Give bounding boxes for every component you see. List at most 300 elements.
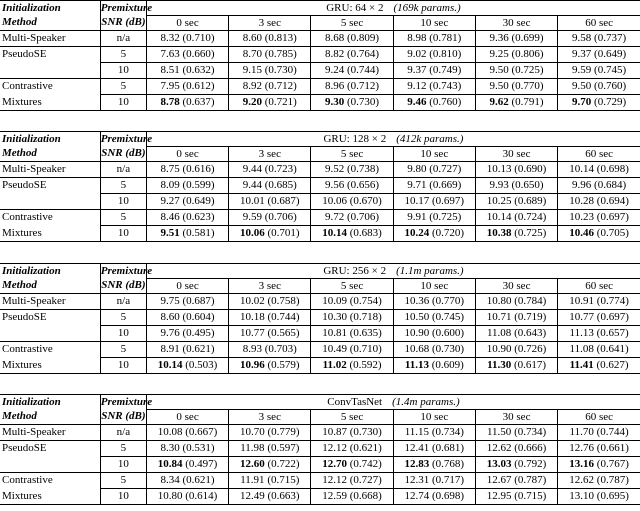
sdr-value: 8.82	[325, 48, 345, 60]
value-cell	[558, 326, 640, 342]
std-value: (0.760)	[594, 80, 627, 92]
std-value: (0.609)	[431, 359, 464, 371]
std-value: (0.809)	[347, 32, 380, 44]
std-value: (0.737)	[594, 32, 627, 44]
value-cell	[558, 95, 640, 111]
std-value: (0.687)	[182, 295, 215, 307]
value-cell	[311, 194, 393, 210]
value-cell	[558, 489, 640, 505]
value-cell	[229, 178, 311, 194]
table-row	[0, 489, 640, 505]
std-value: (0.760)	[429, 96, 462, 108]
snr-header: Premixture	[100, 1, 153, 14]
sdr-value: 9.80	[407, 163, 427, 175]
method-cell: Contrastive	[0, 210, 100, 226]
std-value: (0.581)	[182, 227, 215, 239]
value-cell	[311, 95, 393, 111]
duration-header: 30 sec	[475, 410, 557, 425]
std-value: (0.697)	[432, 195, 465, 207]
std-value: (0.641)	[596, 343, 629, 355]
duration-header: 0 sec	[146, 16, 228, 31]
table-row	[0, 326, 640, 342]
duration-header: 30 sec	[475, 279, 557, 294]
method-cell: Mixtures	[0, 358, 100, 374]
std-value: (0.600)	[432, 327, 465, 339]
method-header: Initialization	[0, 264, 100, 279]
std-value: (0.689)	[514, 195, 547, 207]
method-header: Initialization	[0, 395, 100, 410]
sdr-value: 11.13	[404, 359, 429, 371]
std-value: (0.656)	[347, 179, 380, 191]
sdr-value: 9.15	[242, 64, 263, 76]
sdr-value: 10.50	[404, 311, 430, 323]
value-cell	[146, 425, 228, 441]
model-title	[146, 132, 640, 147]
sdr-value: 11.08	[486, 327, 512, 339]
std-value: (0.758)	[267, 295, 300, 307]
std-value: (0.764)	[347, 48, 380, 60]
value-cell	[146, 326, 228, 342]
sdr-value: 12.83	[404, 458, 430, 470]
value-cell	[393, 489, 475, 505]
sdr-value: 11.98	[240, 442, 265, 454]
snr-cell: 5	[100, 178, 146, 194]
header-row	[0, 264, 640, 279]
value-cell	[229, 425, 311, 441]
std-value: (0.725)	[429, 211, 462, 223]
sdr-value: 10.14	[157, 359, 183, 371]
method-cell	[0, 326, 100, 342]
sdr-value: 10.14	[569, 163, 595, 175]
value-cell	[393, 63, 475, 79]
method-cell: Multi-Speaker	[0, 31, 100, 47]
value-cell	[558, 441, 640, 457]
value-cell	[146, 95, 228, 111]
value-cell	[311, 342, 393, 358]
snr-header: SNR (dB)	[100, 279, 146, 294]
sdr-value: 12.59	[322, 490, 348, 502]
std-value: (0.745)	[432, 311, 465, 323]
value-cell	[229, 79, 311, 95]
table-block	[0, 131, 640, 242]
sdr-value: 8.46	[160, 211, 180, 223]
std-value: (0.705)	[596, 227, 629, 239]
std-value: (0.734)	[431, 426, 464, 438]
value-cell	[229, 63, 311, 79]
std-value: (0.781)	[429, 32, 462, 44]
column-header-row	[0, 16, 640, 31]
std-value: (0.637)	[182, 96, 215, 108]
value-cell	[146, 473, 228, 489]
value-cell	[558, 358, 640, 374]
method-header: Method	[2, 410, 37, 423]
value-cell	[311, 294, 393, 310]
std-value: (0.729)	[594, 96, 627, 108]
std-value: (0.643)	[514, 327, 547, 339]
value-cell	[558, 79, 640, 95]
sdr-value: 10.14	[486, 211, 512, 223]
value-cell	[475, 358, 557, 374]
sdr-value: 10.25	[486, 195, 512, 207]
table-row	[0, 425, 640, 441]
duration-header: 3 sec	[229, 147, 311, 162]
sdr-value: 10.06	[322, 195, 348, 207]
std-value: (0.666)	[514, 442, 547, 454]
std-value: (0.730)	[347, 96, 380, 108]
duration-header: 60 sec	[558, 147, 640, 162]
sdr-value: 8.91	[160, 343, 180, 355]
value-cell	[558, 210, 640, 226]
std-value: (0.695)	[596, 490, 629, 502]
value-cell	[311, 425, 393, 441]
std-value: (0.649)	[594, 48, 627, 60]
sdr-value: 10.90	[486, 343, 512, 355]
value-cell	[146, 210, 228, 226]
duration-header: 5 sec	[311, 147, 393, 162]
value-cell	[393, 310, 475, 326]
sdr-value: 11.50	[486, 426, 512, 438]
std-value: (0.745)	[594, 64, 627, 76]
std-value: (0.727)	[349, 474, 382, 486]
std-value: (0.730)	[264, 64, 297, 76]
sdr-value: 10.01	[240, 195, 265, 207]
value-cell	[393, 210, 475, 226]
sdr-value: 10.30	[322, 311, 348, 323]
sdr-value: 9.72	[325, 211, 345, 223]
std-value: (0.810)	[429, 48, 462, 60]
std-value: (0.726)	[514, 343, 547, 355]
sdr-value: 10.13	[486, 163, 512, 175]
duration-header: 10 sec	[393, 410, 475, 425]
std-value: (0.685)	[264, 179, 297, 191]
model-params: (1.4m params.)	[392, 395, 460, 408]
table-row	[0, 441, 640, 457]
sdr-value: 10.81	[322, 327, 348, 339]
sdr-value: 10.08	[157, 426, 183, 438]
std-value: (0.787)	[514, 474, 547, 486]
sdr-value: 7.63	[160, 48, 180, 60]
table-block	[0, 0, 640, 111]
method-cell: Mixtures	[0, 489, 100, 505]
std-value: (0.787)	[596, 474, 629, 486]
std-value: (0.744)	[267, 311, 300, 323]
sdr-value: 9.58	[572, 32, 592, 44]
std-value: (0.725)	[511, 64, 544, 76]
value-cell	[311, 162, 393, 178]
std-value: (0.592)	[349, 359, 382, 371]
value-cell	[475, 79, 557, 95]
sdr-value: 10.84	[157, 458, 183, 470]
value-cell	[558, 457, 640, 473]
sdr-value: 12.12	[322, 442, 348, 454]
sdr-value: 11.70	[569, 426, 594, 438]
sdr-value: 12.12	[322, 474, 348, 486]
sdr-value: 8.96	[325, 80, 345, 92]
sdr-value: 9.02	[407, 48, 427, 60]
sdr-value: 8.60	[160, 311, 180, 323]
sdr-value: 12.70	[322, 458, 348, 470]
snr-cell: 5	[100, 79, 146, 95]
duration-header: 60 sec	[558, 16, 640, 31]
std-value: (0.706)	[347, 211, 380, 223]
std-value: (0.621)	[182, 474, 215, 486]
table-row	[0, 473, 640, 489]
value-cell	[393, 178, 475, 194]
std-value: (0.743)	[429, 80, 462, 92]
std-value: (0.503)	[185, 359, 218, 371]
std-value: (0.721)	[264, 96, 297, 108]
std-value: (0.623)	[182, 211, 215, 223]
sdr-value: 8.34	[160, 474, 180, 486]
std-value: (0.660)	[182, 48, 215, 60]
std-value: (0.670)	[349, 195, 382, 207]
table-row	[0, 226, 640, 242]
std-value: (0.725)	[514, 227, 547, 239]
column-header-row	[0, 410, 640, 425]
sdr-value: 10.46	[569, 227, 595, 239]
snr-header: SNR (dB)	[100, 147, 146, 162]
method-cell: PseudoSE	[0, 47, 100, 63]
std-value: (0.497)	[185, 458, 218, 470]
method-cell: PseudoSE	[0, 310, 100, 326]
model-name: GRU: 128 × 2	[323, 132, 387, 145]
std-value: (0.669)	[429, 179, 462, 191]
value-cell	[146, 162, 228, 178]
duration-header: 0 sec	[146, 410, 228, 425]
std-value: (0.617)	[513, 359, 547, 371]
snr-cell: 5	[100, 473, 146, 489]
sdr-value: 12.74	[404, 490, 430, 502]
sdr-value: 7.95	[160, 80, 180, 92]
model-params: (1.1m params.)	[396, 264, 464, 277]
table-row	[0, 47, 640, 63]
std-value: (0.792)	[514, 458, 547, 470]
sdr-value: 12.95	[486, 490, 512, 502]
std-value: (0.650)	[511, 179, 544, 191]
value-cell	[475, 457, 557, 473]
header-row	[0, 1, 640, 16]
std-value: (0.697)	[596, 211, 629, 223]
value-cell	[311, 178, 393, 194]
sdr-value: 13.03	[486, 458, 512, 470]
value-cell	[311, 358, 393, 374]
std-value: (0.668)	[349, 490, 382, 502]
method-header: Method	[2, 279, 37, 292]
value-cell	[475, 441, 557, 457]
table-row	[0, 310, 640, 326]
snr-cell: 5	[100, 441, 146, 457]
sdr-value: 10.91	[569, 295, 595, 307]
value-cell	[146, 226, 228, 242]
sdr-value: 8.78	[160, 96, 180, 108]
sdr-value: 10.17	[404, 195, 430, 207]
std-value: (0.718)	[349, 311, 382, 323]
duration-header: 5 sec	[311, 16, 393, 31]
duration-header: 10 sec	[393, 16, 475, 31]
value-cell	[475, 31, 557, 47]
std-value: (0.785)	[264, 48, 297, 60]
sdr-value: 10.90	[404, 327, 430, 339]
std-value: (0.734)	[514, 426, 547, 438]
value-cell	[229, 95, 311, 111]
std-value: (0.635)	[349, 327, 382, 339]
sdr-value: 10.02	[240, 295, 265, 307]
std-value: (0.784)	[514, 295, 547, 307]
value-cell	[475, 342, 557, 358]
value-cell	[311, 79, 393, 95]
snr-cell: 10	[100, 194, 146, 210]
value-cell	[393, 226, 475, 242]
value-cell	[393, 95, 475, 111]
value-cell	[311, 441, 393, 457]
std-value: (0.701)	[267, 227, 300, 239]
value-cell	[146, 294, 228, 310]
value-cell	[311, 473, 393, 489]
value-cell	[229, 162, 311, 178]
std-value: (0.715)	[267, 474, 300, 486]
snr-cell: 10	[100, 326, 146, 342]
model-params: (169k params.)	[393, 1, 461, 14]
snr-cell: 5	[100, 310, 146, 326]
value-cell	[393, 358, 475, 374]
value-cell	[229, 326, 311, 342]
sdr-value: 10.14	[322, 227, 348, 239]
sdr-value: 9.59	[242, 211, 263, 223]
value-cell	[146, 358, 228, 374]
value-cell	[229, 310, 311, 326]
sdr-value: 9.75	[160, 295, 180, 307]
std-value: (0.720)	[432, 227, 465, 239]
value-cell	[393, 294, 475, 310]
value-cell	[558, 425, 640, 441]
value-cell	[229, 342, 311, 358]
duration-header: 30 sec	[475, 16, 557, 31]
sdr-value: 9.44	[242, 179, 263, 191]
value-cell	[146, 47, 228, 63]
duration-header: 10 sec	[393, 147, 475, 162]
std-value: (0.667)	[185, 426, 218, 438]
sdr-value: 10.77	[569, 311, 595, 323]
results-subtable	[0, 394, 640, 505]
std-value: (0.712)	[264, 80, 297, 92]
snr-cell: 10	[100, 226, 146, 242]
value-cell	[146, 441, 228, 457]
std-value: (0.621)	[349, 442, 382, 454]
std-value: (0.727)	[429, 163, 462, 175]
std-value: (0.698)	[596, 163, 629, 175]
sdr-value: 8.75	[160, 163, 180, 175]
value-cell	[229, 210, 311, 226]
value-cell	[229, 47, 311, 63]
std-value: (0.703)	[264, 343, 297, 355]
sdr-value: 9.76	[160, 327, 180, 339]
table-row	[0, 178, 640, 194]
value-cell	[558, 162, 640, 178]
table-block	[0, 394, 640, 505]
sdr-value: 9.70	[572, 96, 592, 108]
sdr-value: 11.15	[404, 426, 430, 438]
duration-header: 5 sec	[311, 410, 393, 425]
table-row	[0, 79, 640, 95]
value-cell	[475, 63, 557, 79]
column-header-row	[0, 147, 640, 162]
value-cell	[558, 194, 640, 210]
std-value: (0.649)	[182, 195, 215, 207]
table-row	[0, 457, 640, 473]
value-cell	[393, 79, 475, 95]
value-cell	[229, 457, 311, 473]
value-cell	[393, 342, 475, 358]
sdr-value: 8.68	[325, 32, 345, 44]
value-cell	[393, 326, 475, 342]
std-value: (0.774)	[596, 295, 629, 307]
value-cell	[475, 310, 557, 326]
value-cell	[311, 47, 393, 63]
sdr-value: 8.30	[160, 442, 180, 454]
table-row	[0, 294, 640, 310]
sdr-value: 10.36	[404, 295, 430, 307]
std-value: (0.738)	[347, 163, 380, 175]
snr-header: Premixture	[100, 395, 153, 408]
std-value: (0.779)	[267, 426, 300, 438]
value-cell	[558, 63, 640, 79]
sdr-value: 10.09	[322, 295, 348, 307]
std-value: (0.604)	[182, 311, 215, 323]
std-value: (0.663)	[267, 490, 300, 502]
snr-header: Premixture	[100, 264, 153, 277]
std-value: (0.770)	[432, 295, 465, 307]
snr-header: Premixture	[100, 132, 153, 145]
value-cell	[558, 178, 640, 194]
value-cell	[311, 457, 393, 473]
std-value: (0.722)	[267, 458, 300, 470]
std-value: (0.754)	[349, 295, 382, 307]
duration-header: 3 sec	[229, 279, 311, 294]
sdr-value: 12.60	[240, 458, 265, 470]
sdr-value: 9.50	[489, 64, 509, 76]
snr-cell: 5	[100, 342, 146, 358]
sdr-value: 12.62	[569, 474, 595, 486]
std-value: (0.694)	[596, 195, 629, 207]
snr-cell: 10	[100, 358, 146, 374]
sdr-value: 9.52	[325, 163, 345, 175]
sdr-value: 9.50	[572, 80, 592, 92]
std-value: (0.579)	[267, 359, 300, 371]
value-cell	[311, 63, 393, 79]
std-value: (0.724)	[514, 211, 547, 223]
sdr-value: 10.23	[569, 211, 595, 223]
value-cell	[393, 425, 475, 441]
value-cell	[229, 294, 311, 310]
sdr-value: 10.28	[569, 195, 595, 207]
sdr-value: 9.36	[489, 32, 509, 44]
sdr-value: 9.59	[572, 64, 592, 76]
table-row	[0, 63, 640, 79]
value-cell	[475, 210, 557, 226]
sdr-value: 8.92	[242, 80, 263, 92]
std-value: (0.730)	[432, 343, 465, 355]
std-value: (0.565)	[267, 327, 300, 339]
sdr-value: 9.96	[572, 179, 592, 191]
std-value: (0.767)	[596, 458, 629, 470]
value-cell	[229, 194, 311, 210]
table-row	[0, 95, 640, 111]
std-value: (0.697)	[596, 311, 629, 323]
sdr-value: 8.51	[160, 64, 180, 76]
std-value: (0.744)	[347, 64, 380, 76]
duration-header: 60 sec	[558, 410, 640, 425]
method-cell	[0, 63, 100, 79]
